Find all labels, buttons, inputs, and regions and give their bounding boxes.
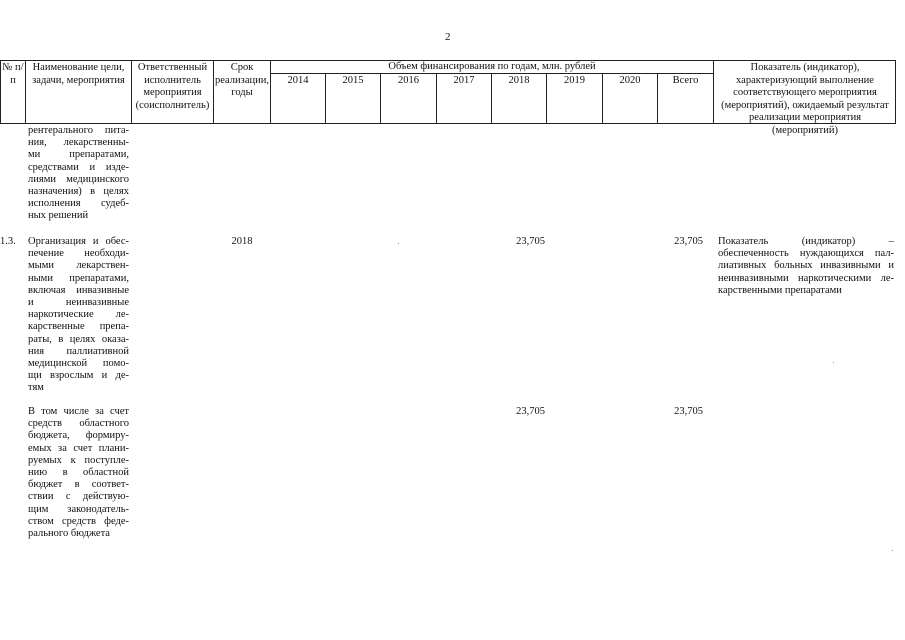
text-line: бюджета, формиру- (28, 430, 129, 442)
text-line: нию в областной (28, 467, 129, 479)
text-line: и неинвазивные (28, 297, 129, 309)
header-num: № п/п (2, 62, 24, 86)
row-1-indicator (718, 236, 894, 297)
text-line: неинвазивными наркотическими ле- (718, 272, 894, 284)
text-line: щим законодатель- (28, 503, 129, 515)
page-number: 2 (445, 31, 451, 43)
text-line: мыми лекарствен- (28, 260, 129, 272)
text-line: Показатель (индикатор) – (718, 236, 894, 247)
row-2-value-2018: 23,705 (516, 406, 545, 417)
text-line: медицинской помо- (28, 358, 129, 370)
row-1-term: 2018 (231, 236, 253, 247)
text-line: ных решений (28, 210, 89, 222)
header-term: Срок реализации, годы (215, 62, 269, 98)
text-line: щи взрослым и де- (28, 370, 129, 382)
text-line: включая инвазивные (28, 284, 129, 296)
row-2-name (28, 406, 129, 540)
header-year-2019: 2019 (564, 75, 585, 86)
header-year-2017: 2017 (453, 75, 475, 86)
header-funding-group: Объем финансирования по годам, млн. рублей (388, 61, 596, 72)
text-line: ствии с действую- (28, 491, 129, 503)
row-2-total: 23,705 (674, 406, 703, 417)
header-total: Всего (672, 75, 699, 86)
text-line: средствами и изде- (28, 161, 129, 173)
text-line: наркотические ле- (28, 309, 129, 321)
text-line: рентерального пита- (28, 125, 129, 136)
text-line: лиативных больных инвазивными и (718, 260, 894, 272)
text-line: ния, лекарственны- (28, 137, 129, 149)
header-indicator: Показатель (индикатор), характеризующий выполнение соответствующего мероприятия (мероприятий), ожидаемый результат реализации мероприятия (мероприятий) (721, 62, 889, 136)
row-1-value-2018: 23,705 (516, 236, 545, 247)
text-line: назначения) в целях (28, 186, 129, 198)
text-line: тям (28, 382, 44, 394)
scan-speck (398, 243, 399, 244)
text-line: исполнения судеб- (28, 198, 129, 210)
row-1-total: 23,705 (674, 236, 703, 247)
header-year-2015: 2015 (342, 75, 364, 86)
row-0-name (28, 125, 129, 223)
text-line: Организация и обес- (28, 236, 129, 247)
text-line: обеспеченность нуждающихся пал- (718, 248, 894, 260)
header-year-2018: 2018 (508, 75, 530, 86)
text-line: лиями медицинского (28, 173, 129, 185)
text-line: карственными препаратами (718, 284, 842, 296)
text-line: печение необходи- (28, 248, 129, 260)
row-1-name (28, 236, 129, 395)
text-line: руемых к поступле- (28, 454, 129, 466)
text-line: ством средств феде- (28, 515, 129, 527)
scan-speck (892, 550, 893, 551)
text-line: ми препаратами, (28, 149, 129, 161)
header-year-2014: 2014 (287, 75, 309, 86)
text-line: средств областного (28, 418, 129, 430)
text-line: бюджет в соответ- (28, 479, 129, 491)
text-line: рального бюджета (28, 528, 110, 540)
text-line: раты, в целях оказа- (28, 333, 129, 345)
scan-speck (833, 362, 834, 363)
text-line: ными препаратами, (28, 272, 129, 284)
row-1-num: 1.3. (0, 236, 16, 247)
text-line: карственные препа- (28, 321, 129, 333)
header-responsible: Ответственный исполнитель мероприятия (соисполнитель) (135, 62, 210, 111)
header-year-2020: 2020 (619, 75, 641, 86)
text-line: В том числе за счет (28, 406, 129, 417)
text-line: ния паллиативной (28, 345, 129, 357)
text-line: емых за счет плани- (28, 442, 129, 454)
header-year-2016: 2016 (398, 75, 419, 86)
header-name: Наименование цели, задачи, мероприятия (32, 62, 125, 86)
